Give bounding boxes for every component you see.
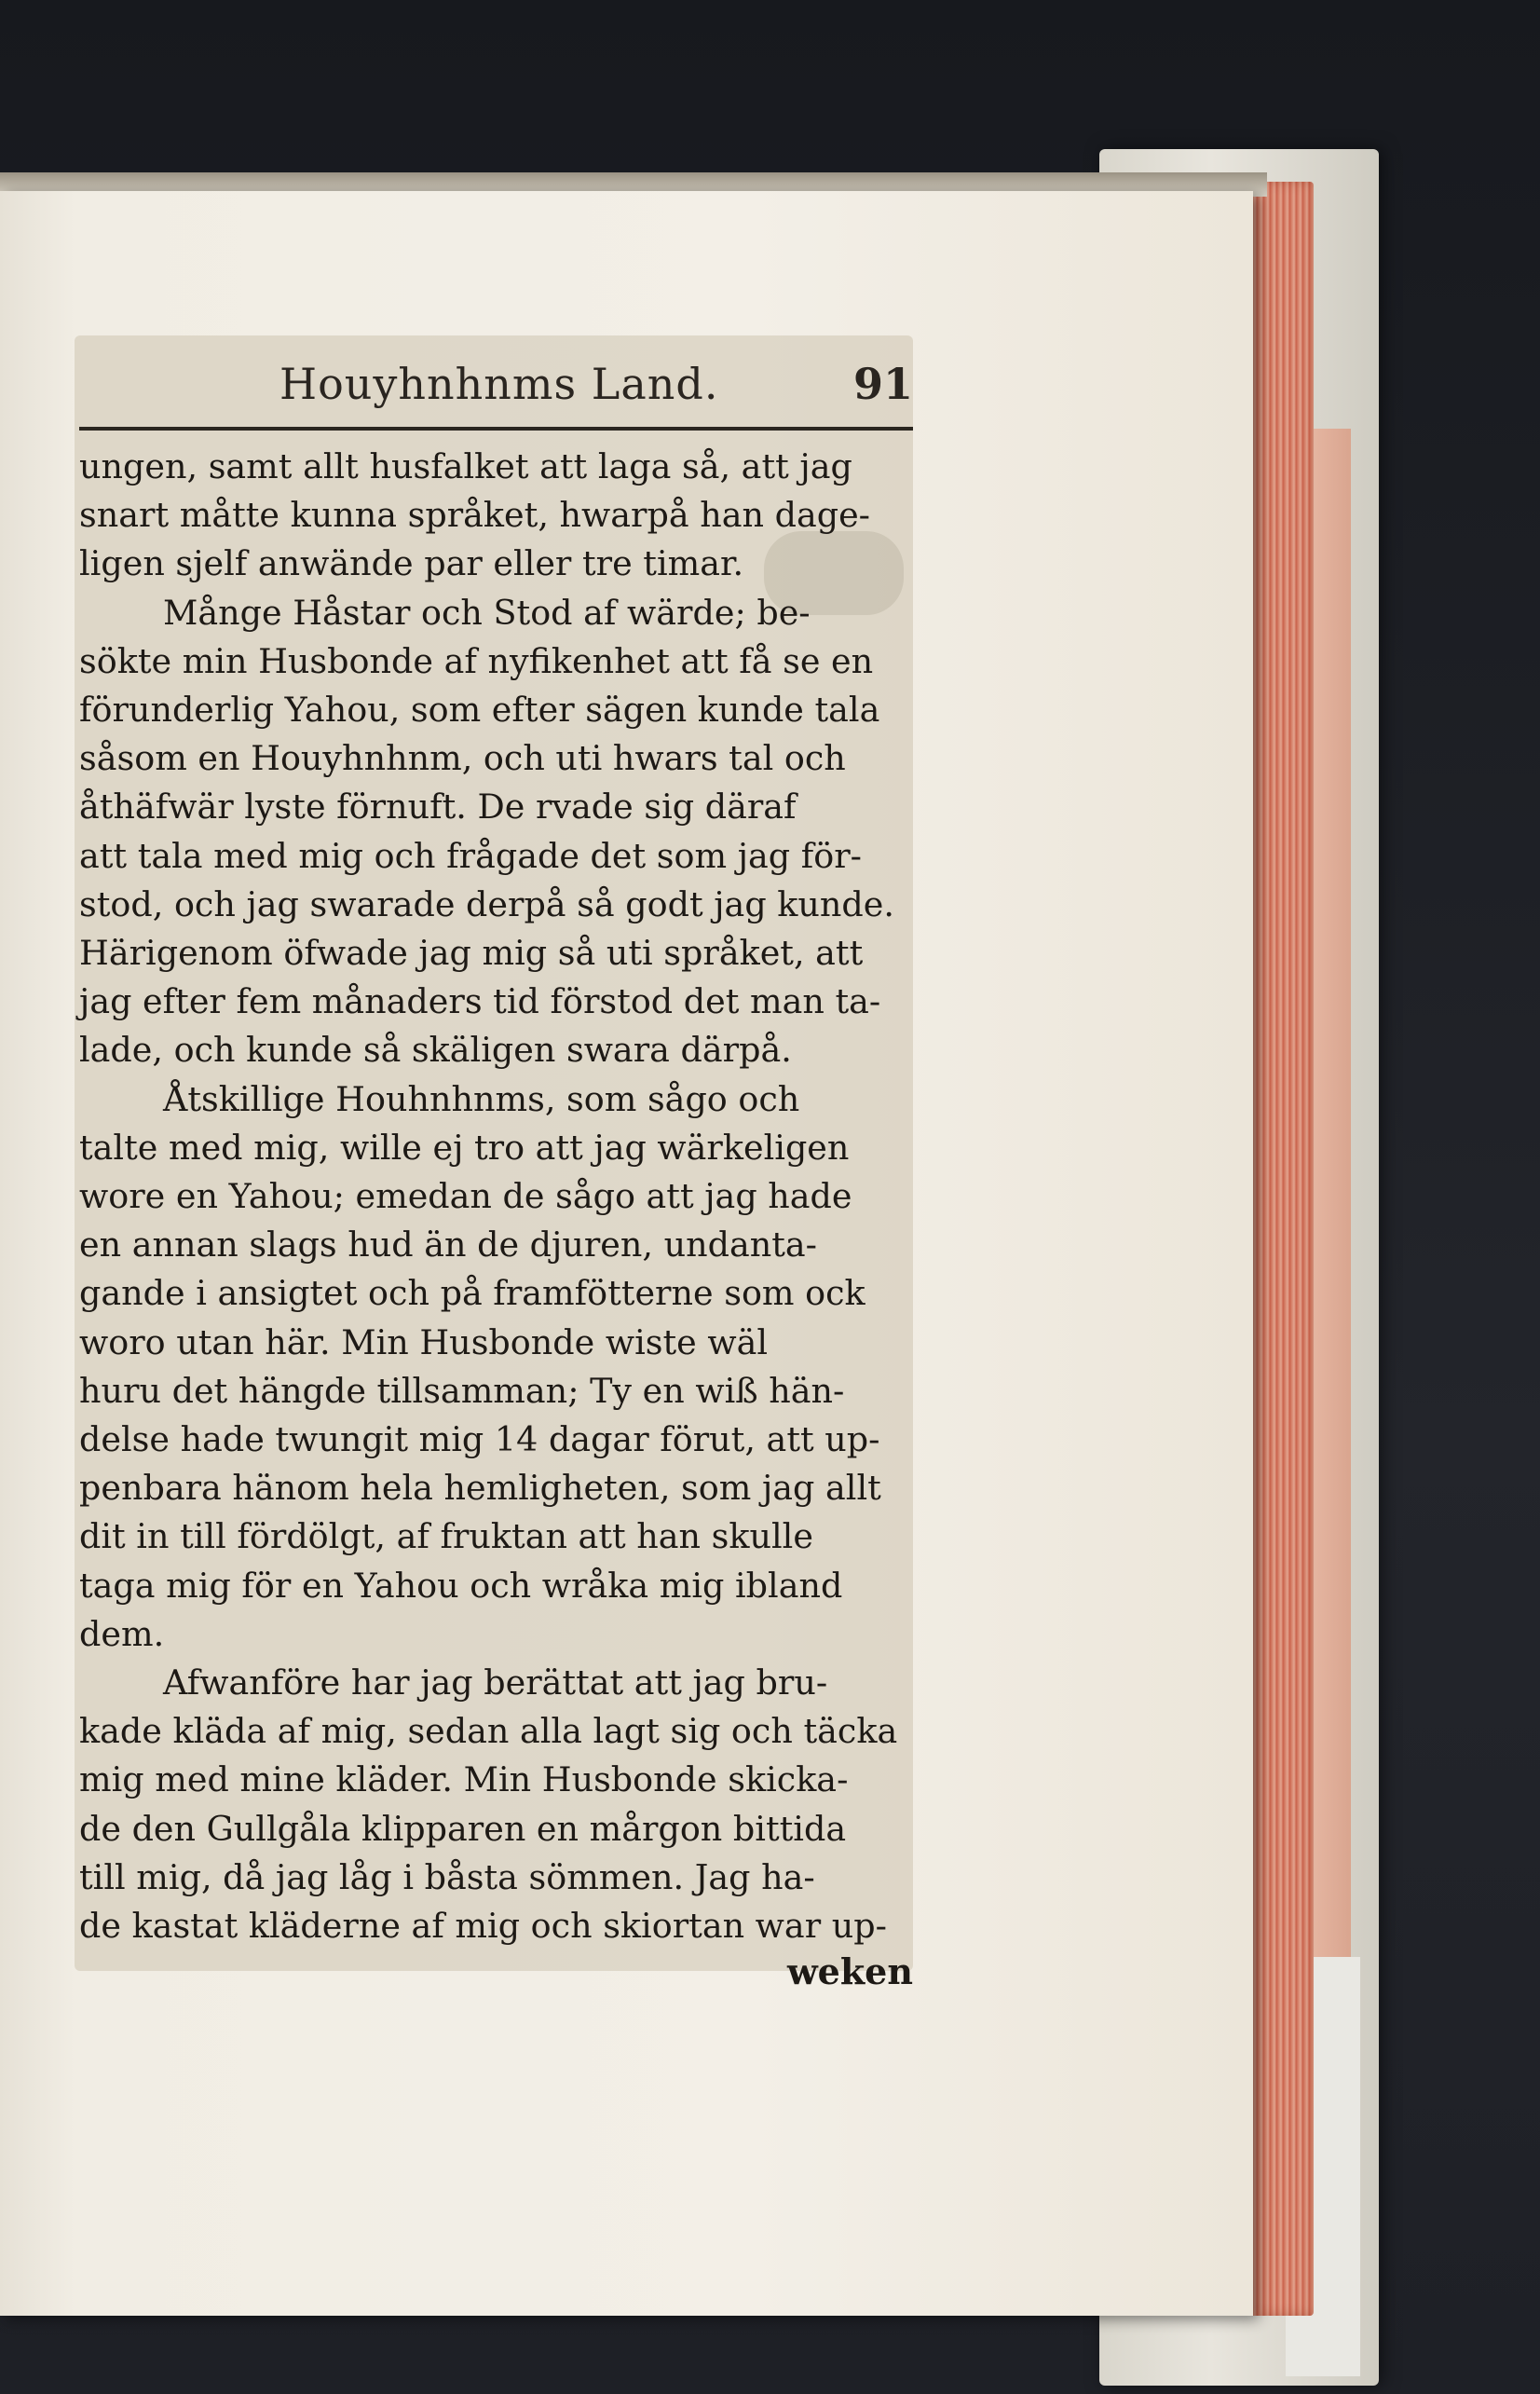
text-line: penbara hänom hela hemligheten, som jag allt xyxy=(79,1468,881,1509)
text-line: wore en Yahou; emedan de sågo att jag hade xyxy=(79,1176,852,1217)
text-line: snart måtte kunna språket, hwarpå han dage- xyxy=(79,495,871,536)
text-line: en annan slags hud än de djuren, undanta- xyxy=(79,1224,818,1265)
text-line: dit in till fördölgt, af fruktan att han skulle xyxy=(79,1516,813,1557)
text-line: de kastat kläderne af mig och skiortan war up- xyxy=(79,1906,887,1947)
text-line: åthäfwär lyste förnuft. De rvade sig däraf xyxy=(79,787,797,828)
catchword: weken xyxy=(786,1950,913,1992)
text-line: mig med mine kläder. Min Husbonde skicka- xyxy=(79,1759,849,1800)
text-line: Åtskillige Houhnhnms, som sågo och xyxy=(163,1078,800,1119)
running-head xyxy=(279,359,913,424)
text-line: ligen sjelf anwände par eller tre timar. xyxy=(79,543,744,584)
text-line: såsom en Houyhnhnm, och uti hwars tal och xyxy=(79,738,846,779)
text-line: Härigenom öfwade jag mig så uti språket, att xyxy=(79,933,864,974)
text-line: dem. xyxy=(79,1613,165,1654)
text-line: jag efter fem månaders tid förstod det man ta- xyxy=(79,981,881,1022)
page-number: 91 xyxy=(852,359,913,409)
text-line: förunderlig Yahou, som efter sägen kunde tala xyxy=(79,690,880,731)
text-line: taga mig för en Yahou och wråka mig ibland xyxy=(79,1565,843,1606)
text-line: stod, och jag swarade derpå så godt jag kunde. xyxy=(79,883,894,924)
text-line: ungen, samt allt husfalket att laga så, att jag xyxy=(79,446,852,486)
header-rule xyxy=(79,427,913,431)
text-line: de den Gullgåla klipparen en mårgon bittida xyxy=(79,1808,847,1849)
text-line: talte med mig, wille ej tro att jag wärkeligen xyxy=(79,1127,850,1168)
text-line: kade kläda af mig, sedan alla lagt sig och täcka xyxy=(79,1711,898,1752)
text-line: huru det hängde tillsamman; Ty en wiß hän- xyxy=(79,1370,845,1411)
text-line: Afwanförе har jag berättat att jag bru- xyxy=(163,1662,828,1703)
text-line: gande i ansigtet och på framfötterne som ock xyxy=(79,1273,865,1314)
text-line: Månge Håstar och Stod af wärde; be- xyxy=(163,592,811,633)
text-line: woro utan här. Min Husbonde wiste wäl xyxy=(79,1321,769,1362)
text-line: till mig, då jag låg i båsta sömmen. Jag ha- xyxy=(79,1856,815,1897)
text-line: delse hade twungit mig 14 dagar förut, att up- xyxy=(79,1419,880,1460)
running-title: Houyhnhnms Land. xyxy=(279,359,719,409)
body-text xyxy=(79,443,913,1950)
text-line: sökte min Husbonde af nyfikenhet att få se en xyxy=(79,640,874,681)
text-line: lade, och kunde så skäligen swara därpå. xyxy=(79,1030,792,1071)
text-line: att tala med mig och frågade det som jag för- xyxy=(79,835,862,876)
